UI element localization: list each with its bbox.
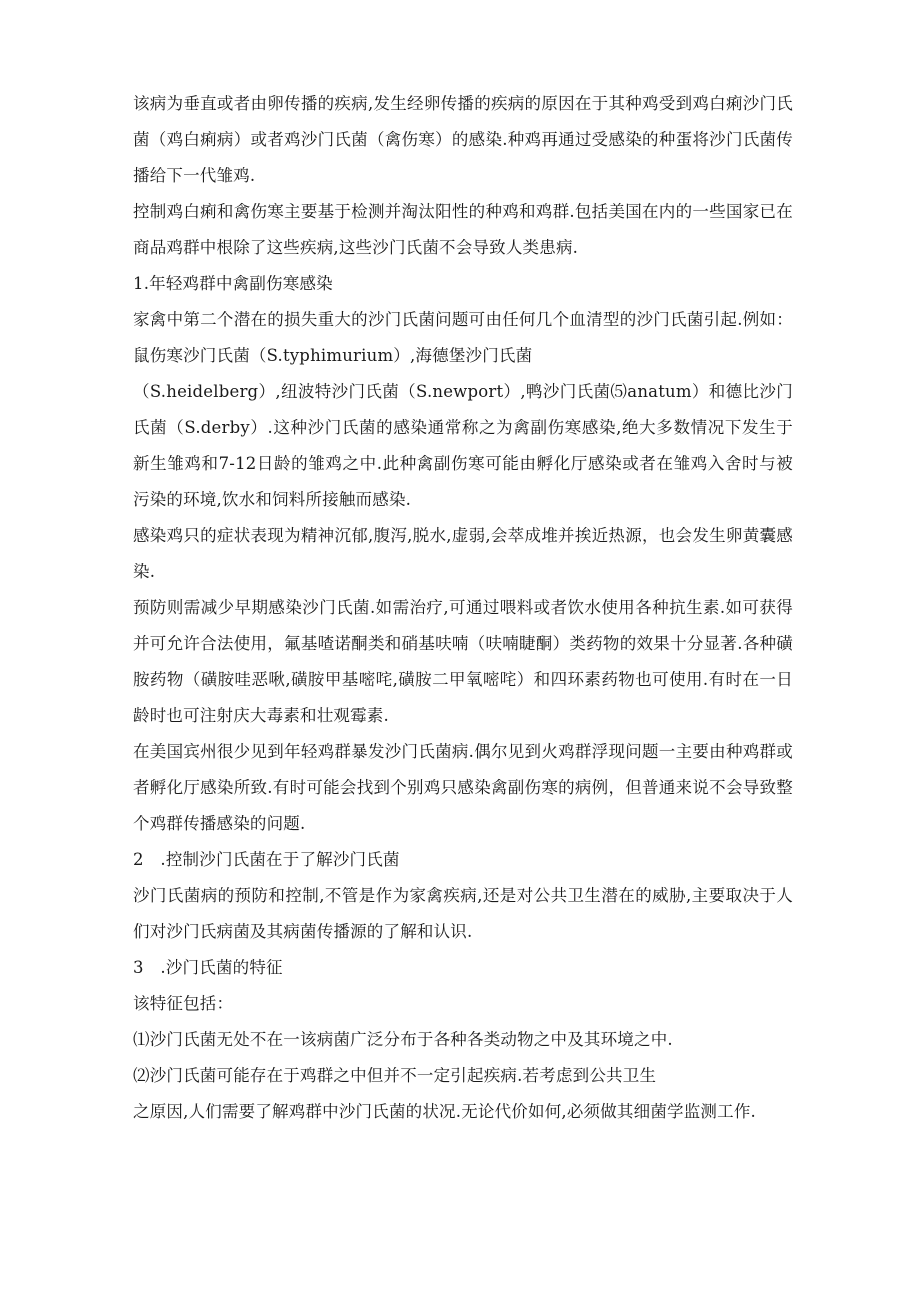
heading-paratyphoid: 1.年轻鸡群中禽副伤寒感染 [133,274,333,293]
paragraph-prevention: 预防则需减少早期感染沙门氏菌.如需治疗,可通过喂料或者饮水使用各种抗生素.如可获得并可允许合法使用，氟基喳诺酮类和硝基呋喃（呋喃睫酮）类药物的效果十分显著.各种磺胺药物（磺胺哇恶啾,磺胺甲基嘧咤,磺胺二甲氧嘧咤）和四环素药物也可使用.有时在一日龄时也可注射庆大毒素和壮观霉素. [133,598,793,725]
list-item-ubiquitous: ⑴沙门氏菌无处不在一该病菌广泛分布于各种各类动物之中及其环境之中. [133,1030,673,1049]
paragraph-understanding: 沙门氏菌病的预防和控制,不管是作为家禽疾病,还是对公共卫生潜在的威胁,主要取决于人们对沙门氏病菌及其病菌传播源的了解和认识. [133,886,793,941]
heading-characteristics: 3 .沙门氏菌的特征 [133,958,283,977]
paragraph-serotypes-detail: （S.heidelberg）,纽波特沙门氏菌（S.newport）,鸭沙门氏菌⑸anatum）和德比沙门氏菌（S.derby）.这种沙门氏菌的感染通常称之为禽副伤寒感染,绝大多数情况下发生于新生雏鸡和7-12日龄的雏鸡之中.此种禽副伤寒可能由孵化厅感染或者在雏鸡入舍时与被污染的环境,饮水和饲料所接触而感染. [133,382,793,509]
heading-understanding: 2 .控制沙门氏菌在于了解沙门氏菌 [133,850,400,869]
paragraph-control: 控制鸡白痢和禽伤寒主要基于检测并淘汰阳性的种鸡和鸡群.包括美国在内的一些国家已在商品鸡群中根除了这些疾病,这些沙门氏菌不会导致人类患病. [133,202,793,257]
document-body [133,86,793,1130]
paragraph-monitoring: 之原因,人们需要了解鸡群中沙门氏菌的状况.无论代价如何,必须做其细菌学监测工作. [133,1102,756,1121]
paragraph-symptoms: 感染鸡只的症状表现为精神沉郁,腹泻,脱水,虚弱,会萃成堆并挨近热源，也会发生卵黄囊感染. [133,526,793,581]
paragraph-characteristics-intro: 该特征包括： [133,994,234,1013]
paragraph-transmission: 该病为垂直或者由卵传播的疾病,发生经卵传播的疾病的原因在于其种鸡受到鸡白痢沙门氏菌（鸡白痢病）或者鸡沙门氏菌（禽伤寒）的感染.种鸡再通过受感染的种蛋将沙门氏菌传播给下一代雏鸡. [133,94,793,185]
list-item-carrier: ⑵沙门氏菌可能存在于鸡群之中但并不一定引起疾病.若考虑到公共卫生 [133,1066,657,1085]
paragraph-pennsylvania: 在美国宾州很少见到年轻鸡群暴发沙门氏菌病.偶尔见到火鸡群浮现问题一主要由种鸡群或者孵化厅感染所致.有时可能会找到个别鸡只感染禽副伤寒的病例，但普通来说不会导致整个鸡群传播感染的问题. [133,742,793,833]
paragraph-serotypes-intro: 家禽中第二个潜在的损失重大的沙门氏菌问题可由任何几个血清型的沙门氏菌引起.例如：鼠伤寒沙门氏菌（S.typhimurium）,海德堡沙门氏菌 [133,310,793,365]
